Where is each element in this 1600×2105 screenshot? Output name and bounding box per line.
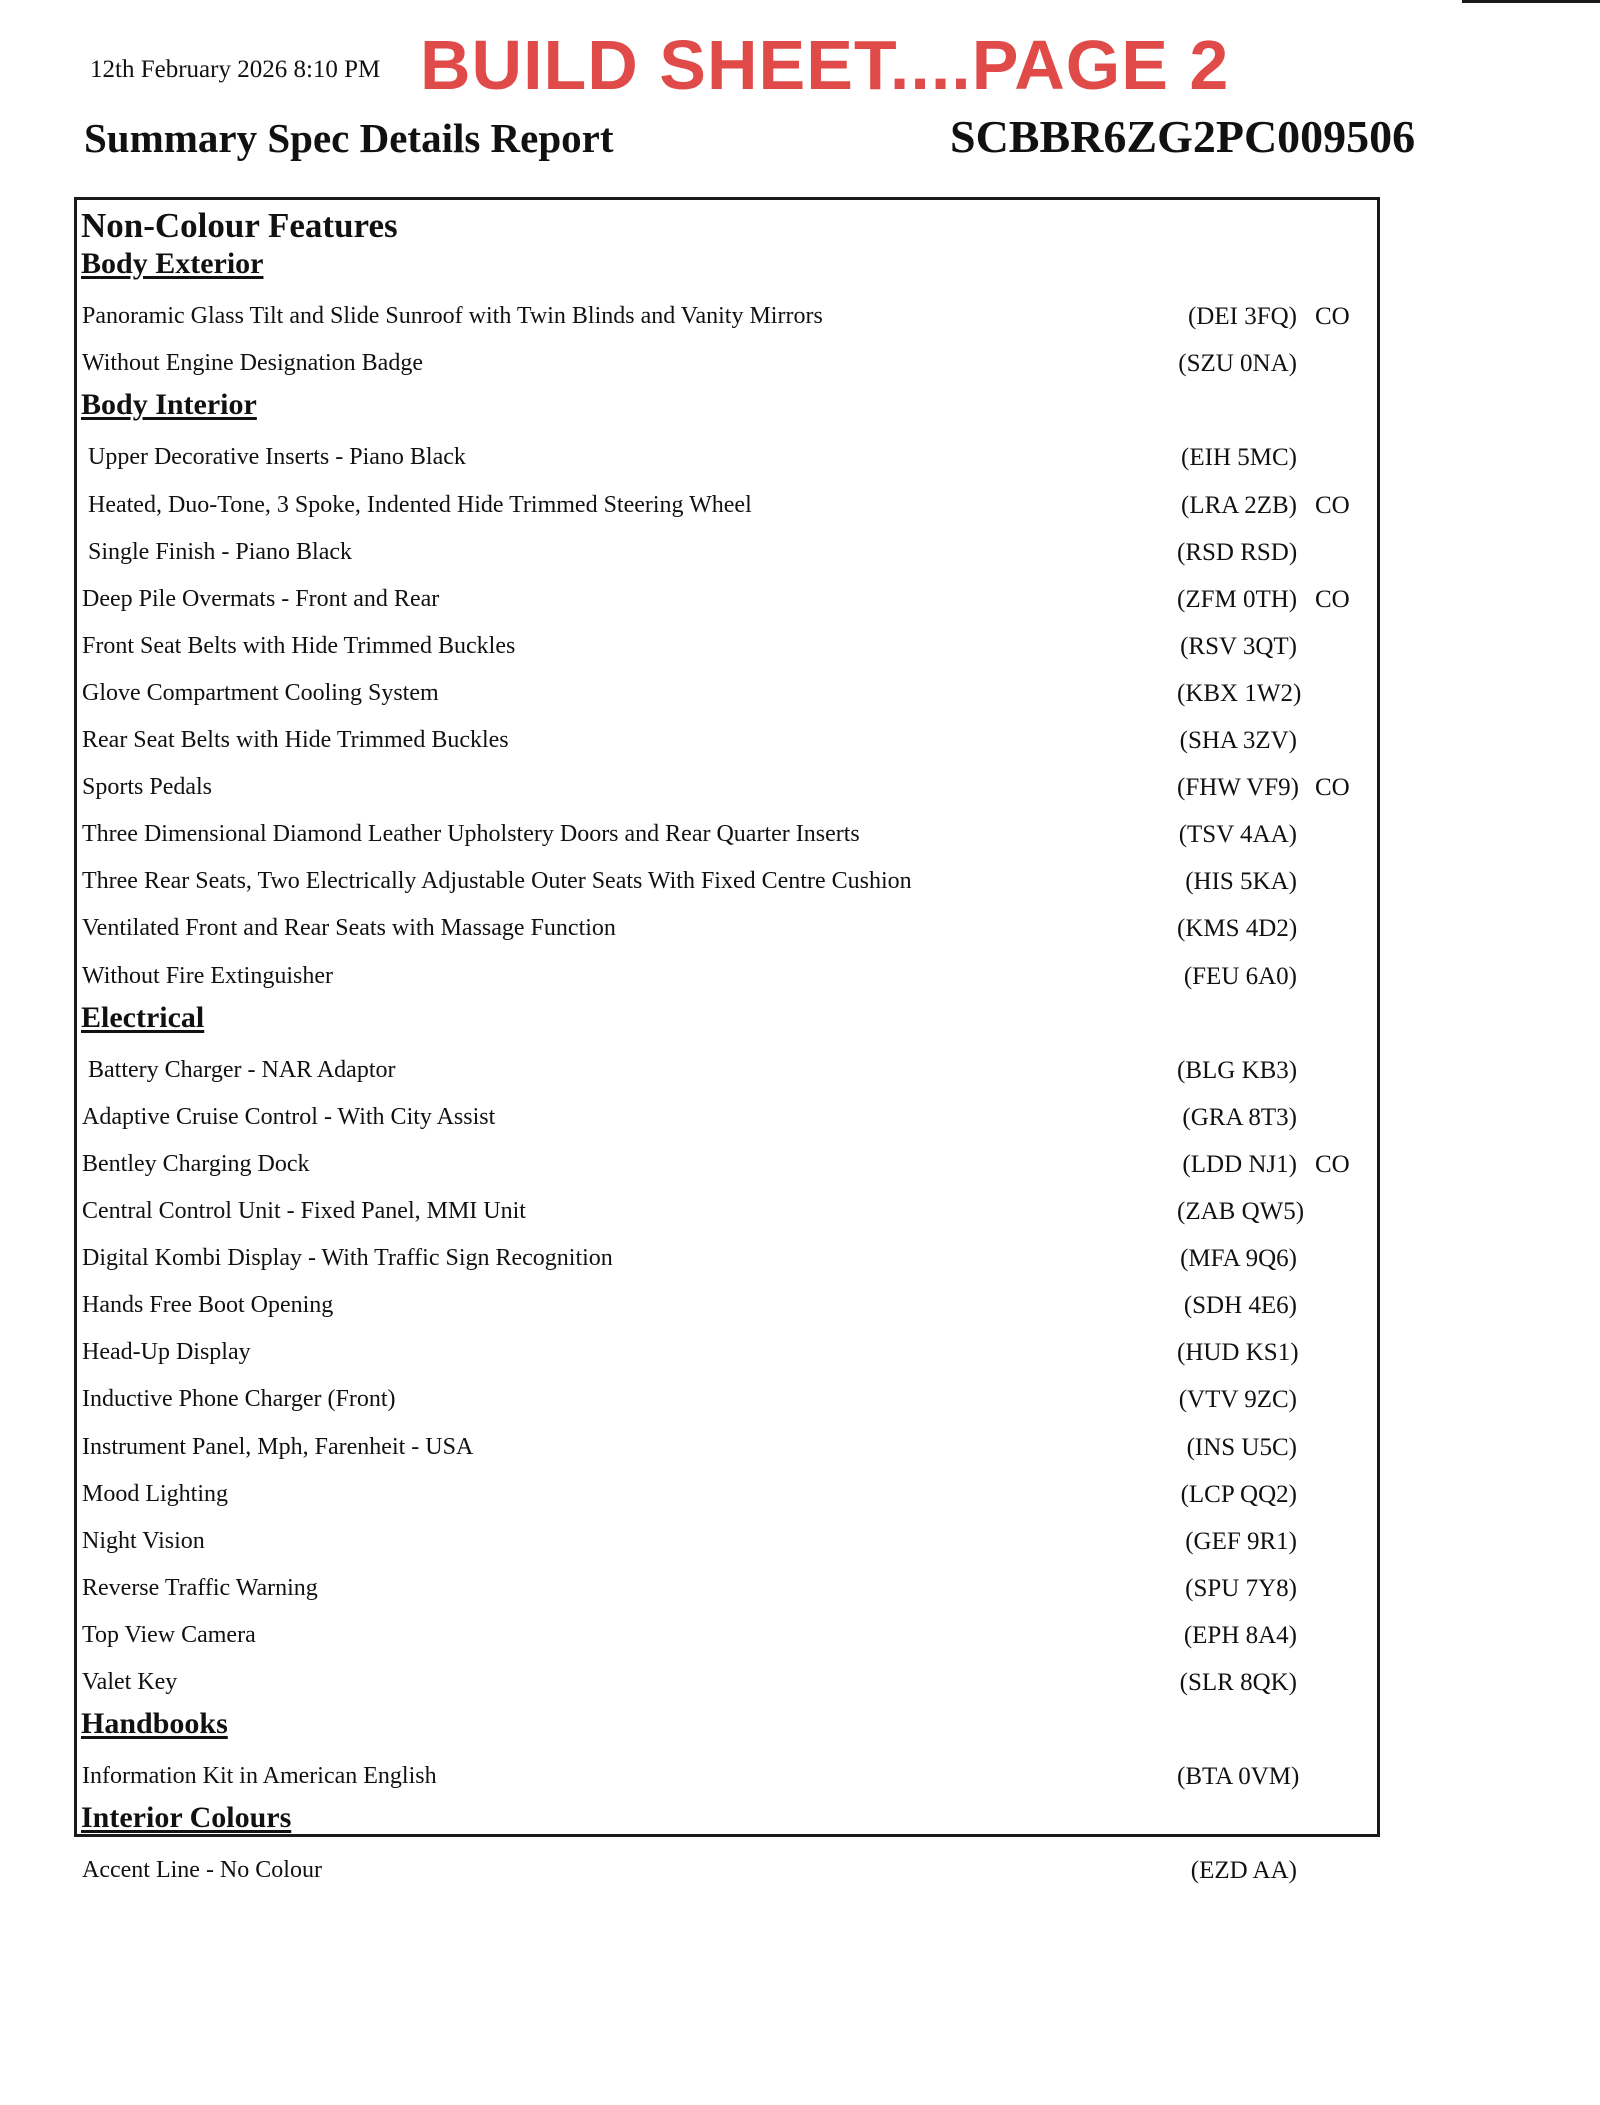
- section-heading: Handbooks: [81, 1707, 228, 1741]
- spec-row: [77, 680, 1377, 720]
- option-code: (ZAB QW5): [1177, 1198, 1305, 1225]
- spec-row: [77, 444, 1377, 484]
- option-code: (SZU 0NA): [1178, 350, 1297, 378]
- option-code: (HIS 5KA): [1185, 868, 1297, 896]
- feature-label: Reverse Traffic Warning: [82, 1574, 318, 1601]
- option-code: (FEU 6A0): [1183, 962, 1297, 990]
- option-code: (ZFM 0TH): [1177, 585, 1298, 613]
- spec-row: [77, 1857, 1377, 1897]
- report-date-time: 12th February 2026 8:10 PM: [90, 56, 381, 83]
- spec-row: [77, 586, 1377, 626]
- feature-label: Deep Pile Overmats - Front and Rear: [82, 585, 440, 612]
- spec-row: [77, 963, 1377, 1003]
- spec-row: [77, 1481, 1377, 1521]
- spec-row: [77, 1622, 1377, 1662]
- spec-row: [77, 1292, 1377, 1332]
- feature-label: Three Dimensional Diamond Leather Upholstery Doors and Rear Quarter Inserts: [82, 821, 860, 848]
- spec-row: [77, 350, 1377, 390]
- build-sheet-stamp: BUILD SHEET....PAGE 2: [420, 26, 1230, 104]
- feature-label: Central Control Unit - Fixed Panel, MMI Unit: [82, 1198, 526, 1224]
- option-code: (SPU 7Y8): [1185, 1574, 1297, 1602]
- scan-edge-mark: [1462, 0, 1600, 3]
- spec-box: [74, 197, 1380, 1885]
- option-code: (INS U5C): [1186, 1433, 1297, 1461]
- feature-label: Upper Decorative Inserts - Piano Black: [88, 444, 466, 471]
- feature-label: Rear Seat Belts with Hide Trimmed Buckles: [82, 727, 509, 753]
- spec-row: [77, 633, 1377, 673]
- option-code: (SLR 8QK): [1179, 1669, 1297, 1696]
- feature-label: Heated, Duo-Tone, 3 Spoke, Indented Hide Trimmed Steering Wheel: [88, 491, 752, 518]
- option-code: (EPH 8A4): [1183, 1621, 1297, 1649]
- feature-label: Without Fire Extinguisher: [82, 962, 334, 989]
- feature-label: Ventilated Front and Rear Seats with Massage Function: [82, 915, 616, 942]
- feature-label: Battery Charger - NAR Adaptor: [88, 1056, 396, 1083]
- option-code: (LRA 2ZB): [1181, 491, 1297, 519]
- feature-label: Night Vision: [82, 1527, 205, 1554]
- feature-label: Inductive Phone Charger (Front): [82, 1386, 396, 1413]
- feature-label: Top View Camera: [82, 1621, 256, 1648]
- co-flag: CO: [1315, 1150, 1350, 1178]
- spec-row: [77, 1575, 1377, 1615]
- spec-row: [77, 1057, 1377, 1097]
- box-title: Non-Colour Features: [81, 206, 398, 245]
- spec-row: [77, 1528, 1377, 1568]
- option-code: (SHA 3ZV): [1179, 727, 1297, 754]
- feature-label: Front Seat Belts with Hide Trimmed Buckles: [82, 632, 516, 659]
- feature-label: Glove Compartment Cooling System: [82, 679, 439, 706]
- spec-row: [77, 492, 1377, 532]
- co-flag: CO: [1315, 774, 1350, 802]
- option-code: (KMS 4D2): [1177, 915, 1298, 943]
- spec-row: [77, 774, 1377, 814]
- option-code: (RSD RSD): [1177, 538, 1298, 566]
- spec-row: [77, 1198, 1377, 1238]
- section-heading: Electrical: [81, 1000, 205, 1034]
- option-code: (DEI 3FQ): [1187, 303, 1297, 331]
- section-heading: Body Interior: [81, 388, 257, 422]
- option-code: (BLG KB3): [1177, 1056, 1298, 1084]
- option-code: (EZD AA): [1190, 1857, 1297, 1885]
- option-code: (FHW VF9): [1177, 774, 1300, 802]
- feature-label: Hands Free Boot Opening: [82, 1292, 334, 1319]
- spec-row: [77, 539, 1377, 579]
- feature-label: Panoramic Glass Tilt and Slide Sunroof with Twin Blinds and Vanity Mirrors: [82, 303, 823, 330]
- co-flag: CO: [1315, 303, 1350, 331]
- option-code: (HUD KS1): [1177, 1339, 1299, 1367]
- feature-label: Single Finish - Piano Black: [88, 538, 352, 565]
- spec-row: [77, 1434, 1377, 1474]
- option-code: (EIH 5MC): [1181, 444, 1297, 472]
- spec-row: [77, 1763, 1377, 1803]
- feature-label: Sports Pedals: [82, 774, 213, 801]
- spec-row: [77, 915, 1377, 955]
- section-heading: Interior Colours: [81, 1801, 292, 1835]
- option-code: (LDD NJ1): [1182, 1150, 1297, 1178]
- feature-label: Adaptive Cruise Control - With City Assist: [82, 1103, 496, 1130]
- feature-label: Without Engine Designation Badge: [82, 350, 423, 377]
- option-code: (GRA 8T3): [1182, 1103, 1297, 1131]
- spec-row: [77, 868, 1377, 908]
- co-flag: CO: [1315, 585, 1350, 613]
- spec-row: [77, 821, 1377, 861]
- spec-row: [77, 727, 1377, 767]
- spec-row: [77, 1386, 1377, 1426]
- option-code: (KBX 1W2): [1177, 679, 1302, 707]
- option-code: (RSV 3QT): [1180, 632, 1297, 660]
- feature-label: Instrument Panel, Mph, Farenheit - USA: [82, 1433, 474, 1460]
- option-code: (VTV 9ZC): [1178, 1386, 1297, 1414]
- feature-label: Digital Kombi Display - With Traffic Sign Recognition: [82, 1245, 613, 1272]
- report-title: Summary Spec Details Report: [84, 115, 614, 161]
- feature-label: Valet Key: [82, 1669, 178, 1695]
- option-code: (LCP QQ2): [1180, 1480, 1297, 1508]
- option-code: (BTA 0VM): [1177, 1763, 1300, 1791]
- feature-label: Three Rear Seats, Two Electrically Adjustable Outer Seats With Fixed Centre Cushion: [82, 868, 912, 895]
- option-code: (MFA 9Q6): [1180, 1245, 1297, 1273]
- feature-label: Accent Line - No Colour: [82, 1857, 322, 1884]
- spec-row: [77, 1151, 1377, 1191]
- feature-label: Head-Up Display: [82, 1339, 251, 1366]
- section-heading: Body Exterior: [81, 247, 264, 280]
- spec-row: [77, 303, 1377, 343]
- spec-row: [77, 1245, 1377, 1285]
- spec-row: [77, 1104, 1377, 1144]
- co-flag: CO: [1315, 491, 1350, 519]
- vin-number: SCBBR6ZG2PC009506: [950, 111, 1416, 162]
- option-code: (TSV 4AA): [1178, 821, 1297, 849]
- feature-label: Mood Lighting: [82, 1480, 229, 1507]
- option-code: (GEF 9R1): [1185, 1527, 1297, 1555]
- feature-label: Information Kit in American English: [82, 1763, 437, 1790]
- option-code: (SDH 4E6): [1183, 1292, 1297, 1320]
- feature-label: Bentley Charging Dock: [82, 1150, 310, 1177]
- spec-row: [77, 1339, 1377, 1379]
- spec-row: [77, 1669, 1377, 1709]
